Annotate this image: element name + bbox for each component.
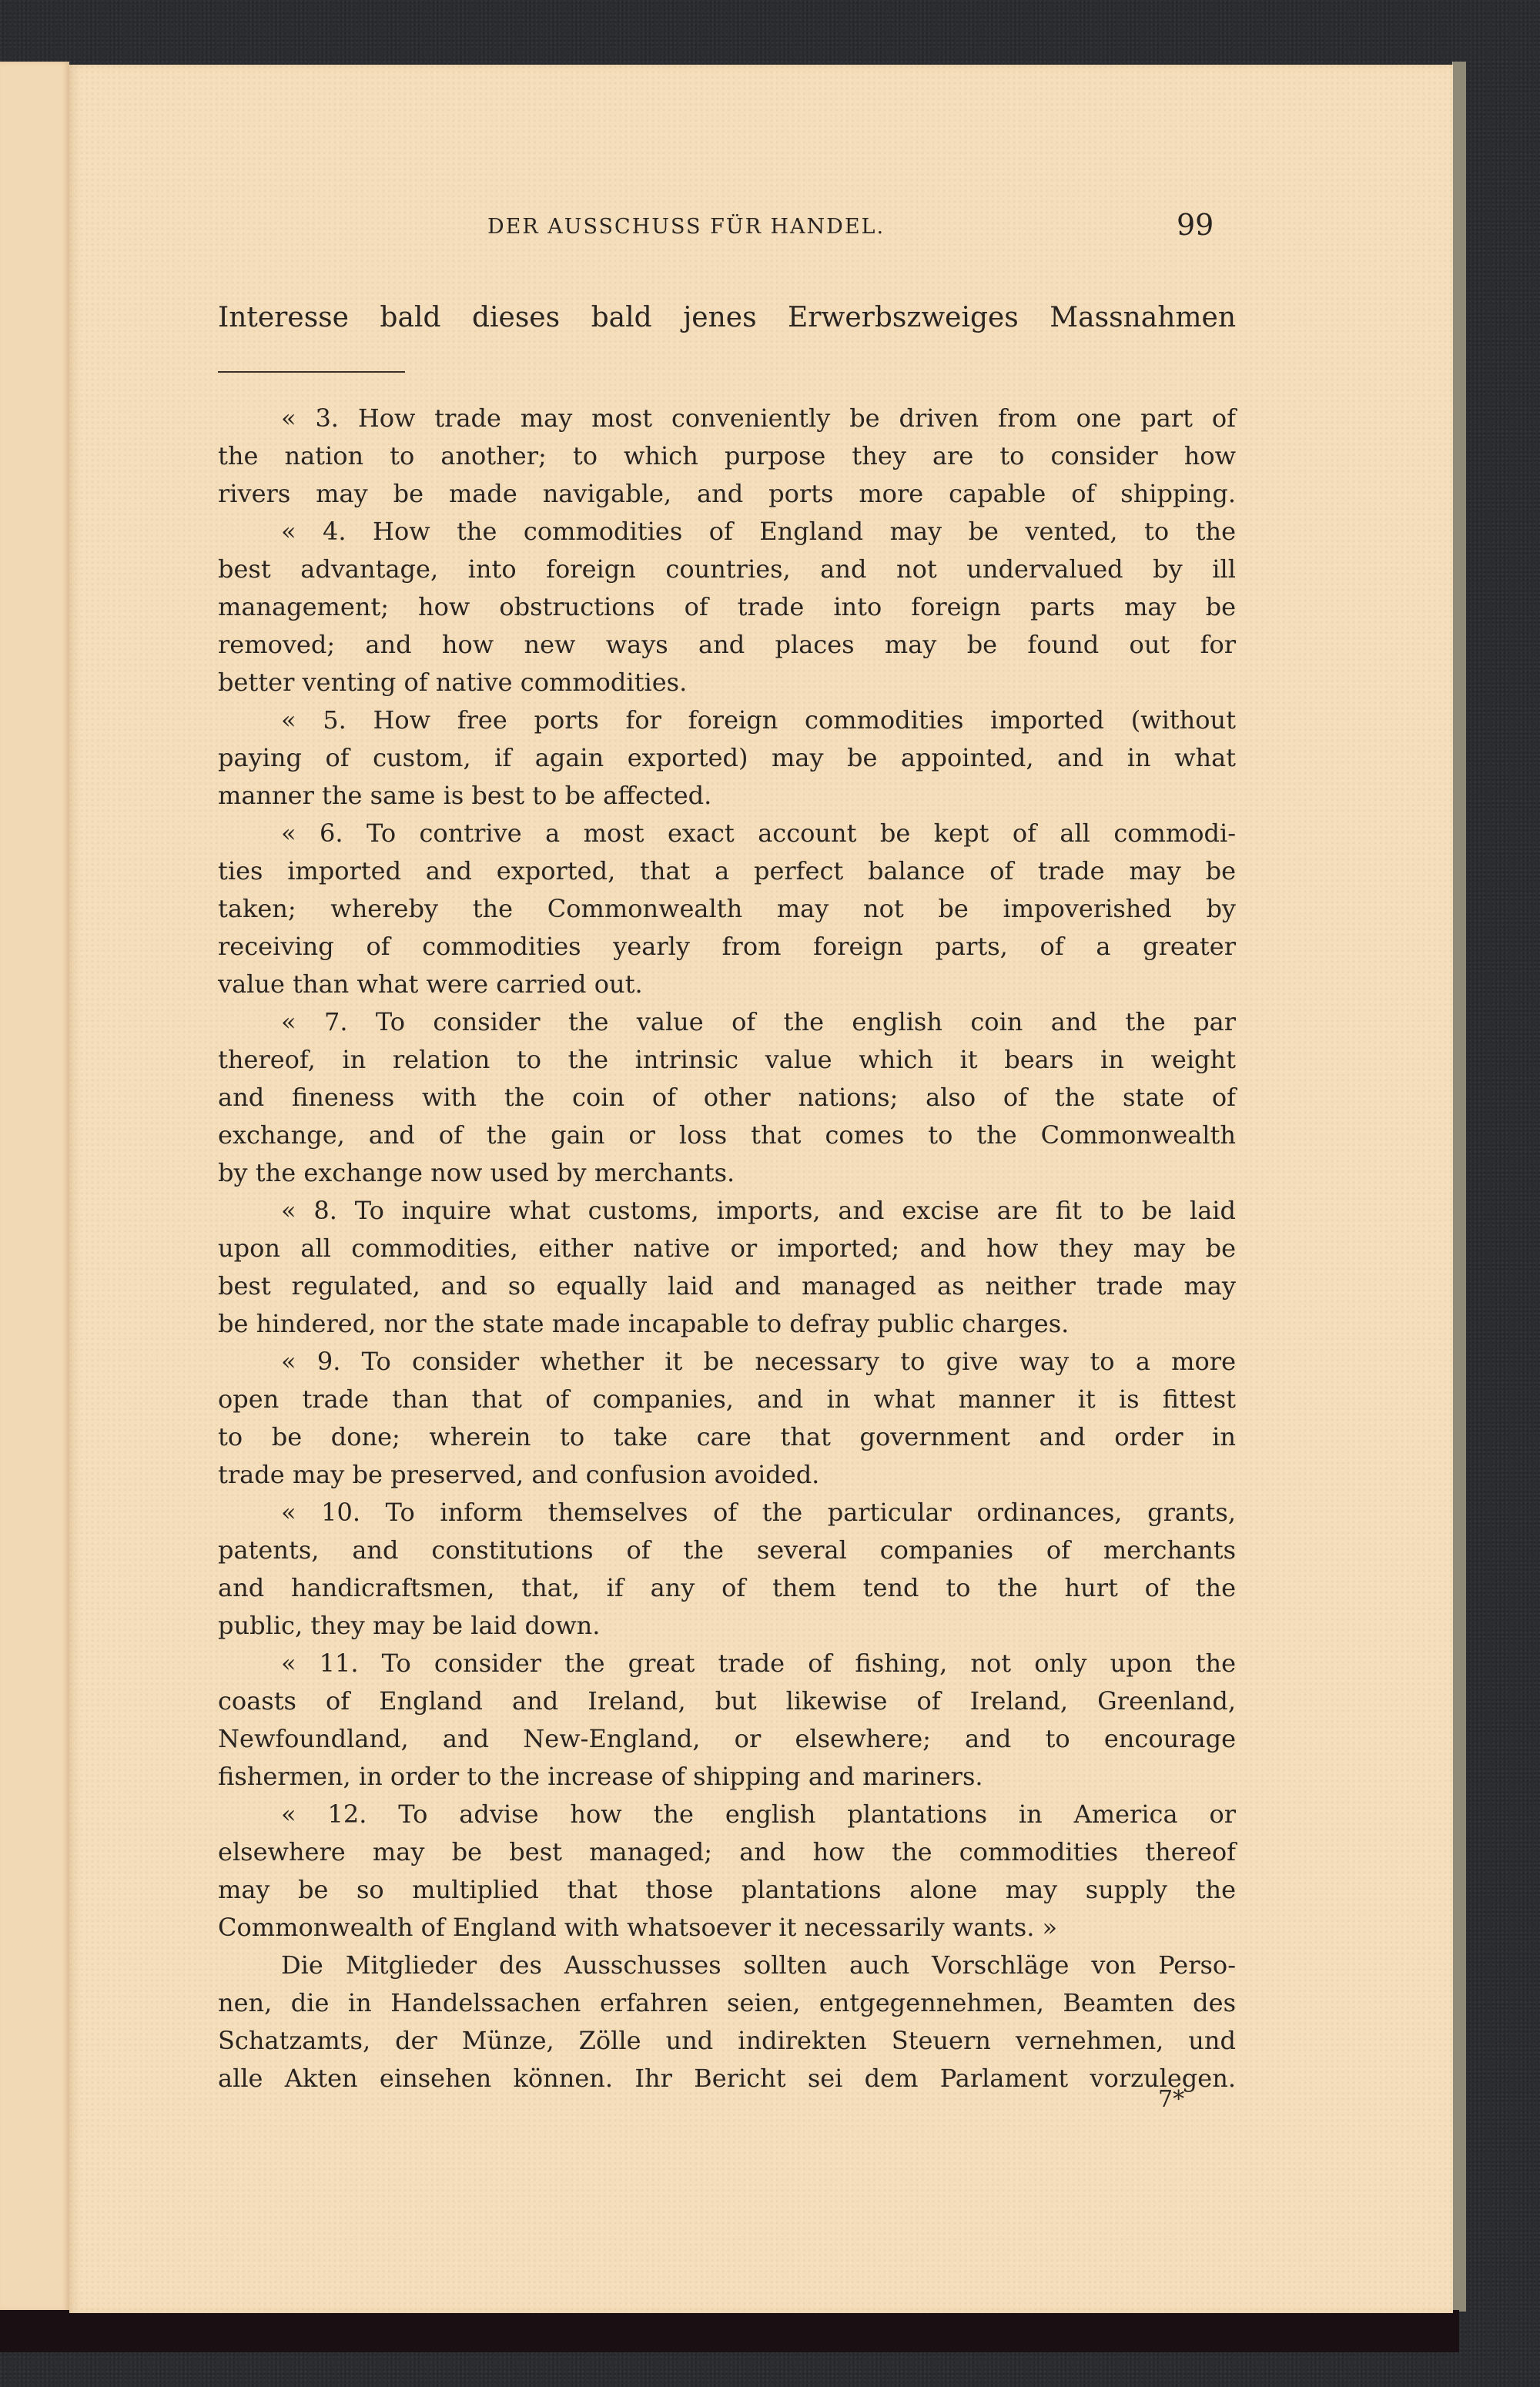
body-line: better venting of native commodities. — [218, 668, 688, 697]
body-line: open trade than that of companies, and in what manner it is fittest — [218, 1384, 1236, 1414]
body-line: Newfoundland, and New-England, or elsewhere; and to encourage — [218, 1724, 1236, 1753]
paragraph-first-line: « 3. How trade may most conveniently be driven from one part of — [281, 403, 1236, 433]
body-line: ties imported and exported, that a perfect balance of trade may be — [218, 856, 1236, 886]
body-line: rivers may be made navigable, and ports more capable of shipping. — [218, 479, 1236, 508]
book-cover-edge — [0, 2310, 1459, 2352]
body-line: be hindered, nor the state made incapable to defray public charges. — [218, 1309, 1070, 1338]
body-line: may be so multiplied that those plantations alone may supply the — [218, 1875, 1236, 1904]
paragraph-first-line: « 6. To contrive a most exact account be kept of all commodi- — [281, 819, 1236, 848]
body-line: removed; and how new ways and places may be found out for — [218, 630, 1236, 659]
paragraph-first-line: « 5. How free ports for foreign commodities imported (without — [281, 705, 1236, 735]
body-line: patents, and constitutions of the several companies of merchants — [218, 1535, 1236, 1565]
paragraph-first-line: « 7. To consider the value of the english coin and the par — [281, 1007, 1236, 1036]
page-stack-edge — [1452, 62, 1466, 2312]
body-line: alle Akten einsehen können. Ihr Bericht sei dem Parlament vorzulegen. — [218, 2064, 1236, 2093]
page-number: 99 — [1177, 208, 1214, 242]
body-line: Interesse bald dieses bald jenes Erwerbszweiges Massnahmen — [218, 302, 1236, 333]
paragraph-first-line: « 12. To advise how the english plantations in America or — [281, 1799, 1236, 1829]
body-line: receiving of commodities yearly from foreign parts, of a greater — [218, 932, 1236, 961]
body-line: and fineness with the coin of other nations; also of the state of — [218, 1083, 1236, 1112]
paragraph-first-line: « 9. To consider whether it be necessary to give way to a more — [281, 1347, 1236, 1376]
body-line: best advantage, into foreign countries, and not undervalued by ill — [218, 554, 1236, 584]
body-line: by the exchange now used by merchants. — [218, 1158, 735, 1187]
body-line: upon all commodities, either native or imported; and how they may be — [218, 1234, 1236, 1263]
paragraph-first-line: « 11. To consider the great trade of fishing, not only upon the — [281, 1649, 1236, 1678]
body-line: value than what were carried out. — [218, 969, 643, 999]
paragraph-first-line: « 8. To inquire what customs, imports, and excise are fit to be laid — [281, 1196, 1236, 1225]
book-page — [69, 65, 1453, 2313]
paragraph-first-line: « 4. How the commodities of England may be vented, to the — [281, 517, 1236, 546]
body-line: Commonwealth of England with whatsoever it necessarily wants. » — [218, 1913, 1058, 1942]
body-line: elsewhere may be best managed; and how the commodities thereof — [218, 1837, 1236, 1866]
body-line: best regulated, and so equally laid and managed as neither trade may — [218, 1271, 1236, 1301]
body-line: manner the same is best to be affected. — [218, 781, 712, 810]
section-rule — [218, 371, 405, 373]
body-line: nen, die in Handelssachen erfahren seien, entgegennehmen, Beamten des — [218, 1988, 1236, 2017]
body-line: fishermen, in order to the increase of shipping and mariners. — [218, 1762, 983, 1791]
running-head: DER AUSSCHUSS FÜR HANDEL. — [487, 215, 886, 239]
body-line: thereof, in relation to the intrinsic value which it bears in weight — [218, 1045, 1236, 1074]
body-text — [218, 400, 1236, 2097]
body-line: public, they may be laid down. — [218, 1611, 601, 1640]
signature-mark: 7* — [1158, 2086, 1185, 2113]
facing-page-edge — [0, 62, 69, 2311]
body-line: the nation to another; to which purpose they are to consider how — [218, 441, 1236, 470]
body-line: trade may be preserved, and confusion avoided. — [218, 1460, 820, 1489]
paragraph-first-line: Die Mitglieder des Ausschusses sollten auch Vorschläge von Perso- — [281, 1950, 1236, 1980]
body-line: coasts of England and Ireland, but likewise of Ireland, Greenland, — [218, 1686, 1236, 1716]
carry-over-line — [218, 299, 1236, 336]
body-line: to be done; wherein to take care that government and order in — [218, 1422, 1236, 1451]
body-line: management; how obstructions of trade into foreign parts may be — [218, 592, 1236, 621]
body-line: taken; whereby the Commonwealth may not be impoverished by — [218, 894, 1236, 923]
body-line: and handicraftsmen, that, if any of them tend to the hurt of the — [218, 1573, 1236, 1602]
paragraph-first-line: « 10. To inform themselves of the particular ordinances, grants, — [281, 1498, 1236, 1527]
body-line: exchange, and of the gain or loss that comes to the Commonwealth — [218, 1120, 1236, 1150]
body-line: paying of custom, if again exported) may be appointed, and in what — [218, 743, 1236, 772]
body-line: Schatzamts, der Münze, Zölle und indirekten Steuern vernehmen, und — [218, 2026, 1236, 2055]
